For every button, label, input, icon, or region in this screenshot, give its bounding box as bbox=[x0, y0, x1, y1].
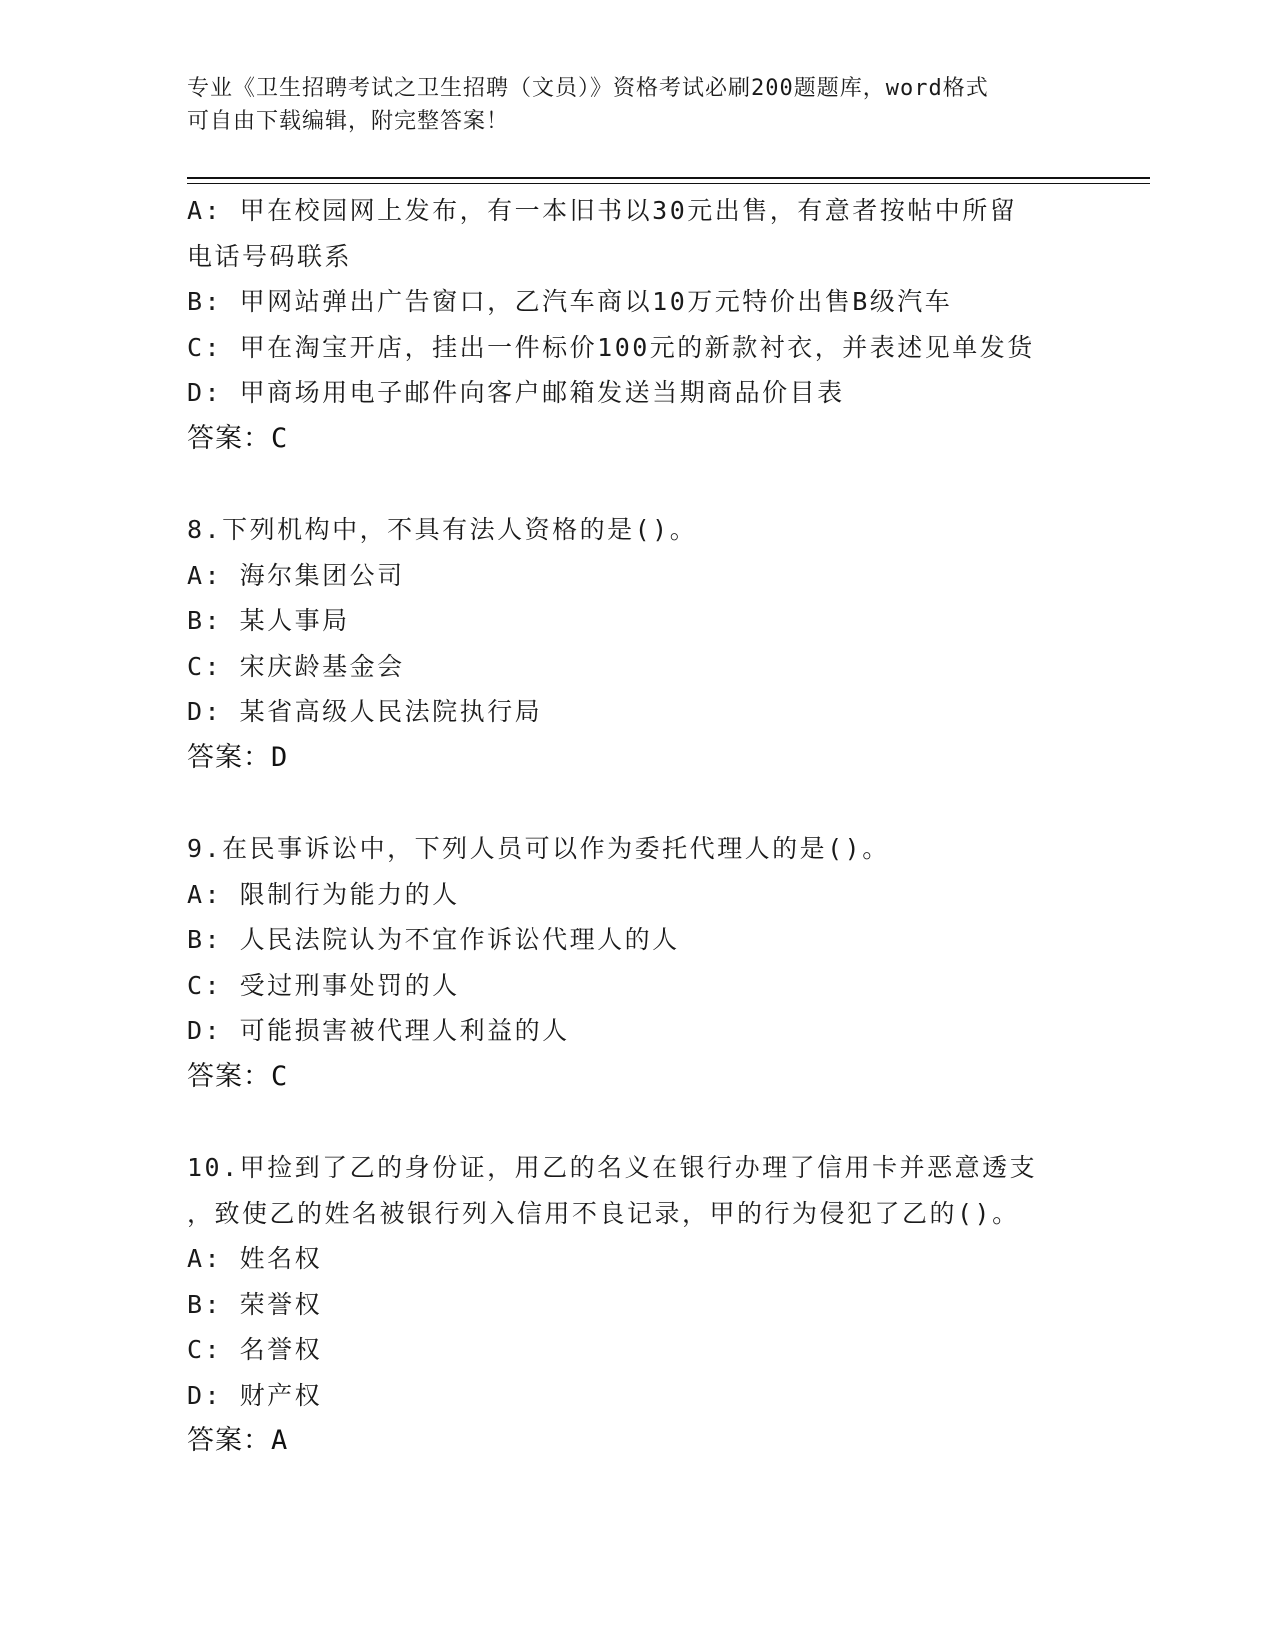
question-list bbox=[187, 188, 1087, 1464]
q9-stem: 9.在民事诉讼中，下列人员可以作为委托代理人的是()。 bbox=[187, 834, 890, 863]
q7-option-a-line-1: A: 甲在校园网上发布，有一本旧书以30元出售，有意者按帖中所留 bbox=[187, 196, 1018, 225]
q7-answer: 答案：C bbox=[187, 422, 289, 454]
q10-stem-line-1: 10.甲捡到了乙的身份证，用乙的名义在银行办理了信用卡并恶意透支 bbox=[187, 1153, 1038, 1182]
q8-stem: 8.下列机构中，不具有法人资格的是()。 bbox=[187, 515, 698, 544]
q7-option-c: C: 甲在淘宝开店，挂出一件标价100元的新款衬衣，并表述见单发货 bbox=[187, 332, 1035, 362]
question-7 bbox=[187, 188, 1087, 461]
q9-option-a: A: 限制行为能力的人 bbox=[187, 879, 460, 909]
q10-option-d: D: 财产权 bbox=[187, 1380, 323, 1410]
q8-option-c: C: 宋庆龄基金会 bbox=[187, 651, 405, 681]
q7-option-d: D: 甲商场用电子邮件向客户邮箱发送当期商品价目表 bbox=[187, 378, 845, 407]
question-10 bbox=[187, 1145, 1087, 1464]
header-line-1: 专业《卫生招聘考试之卫生招聘（文员）》资格考试必刷200题题库，word格式 bbox=[187, 76, 989, 101]
q10-answer: 答案：A bbox=[187, 1425, 289, 1456]
spacer bbox=[187, 461, 1087, 507]
header-divider-thin bbox=[187, 183, 1150, 184]
q9-option-b: B: 人民法院认为不宜作诉讼代理人的人 bbox=[187, 925, 680, 954]
header-divider-thick bbox=[187, 177, 1150, 179]
q8-option-a: A: 海尔集团公司 bbox=[187, 560, 405, 590]
q7-option-a-line-2: 电话号码联系 bbox=[187, 241, 353, 271]
q9-option-d: D: 可能损害被代理人利益的人 bbox=[187, 1016, 570, 1045]
q9-option-c: C: 受过刑事处罚的人 bbox=[187, 970, 460, 1000]
q10-stem-line-2: ，致使乙的姓名被银行列入信用不良记录，甲的行为侵犯了乙的()。 bbox=[187, 1198, 1020, 1228]
header-line-2: 可自由下载编辑，附完整答案！ bbox=[187, 109, 510, 134]
q10-option-b: B: 荣誉权 bbox=[187, 1289, 323, 1319]
q8-option-d: D: 某省高级人民法院执行局 bbox=[187, 697, 543, 726]
q7-option-b: B: 甲网站弹出广告窗口，乙汽车商以10万元特价出售B级汽车 bbox=[187, 287, 953, 316]
document-header bbox=[187, 72, 1087, 138]
q8-option-b: B: 某人事局 bbox=[187, 606, 350, 635]
q10-option-a: A: 姓名权 bbox=[187, 1244, 323, 1273]
q8-answer: 答案：D bbox=[187, 741, 289, 773]
q9-answer: 答案：C bbox=[187, 1060, 289, 1092]
spacer bbox=[187, 1099, 1087, 1145]
spacer bbox=[187, 780, 1087, 826]
question-9 bbox=[187, 826, 1087, 1099]
question-8 bbox=[187, 507, 1087, 780]
q10-option-c: C: 名誉权 bbox=[187, 1335, 323, 1364]
